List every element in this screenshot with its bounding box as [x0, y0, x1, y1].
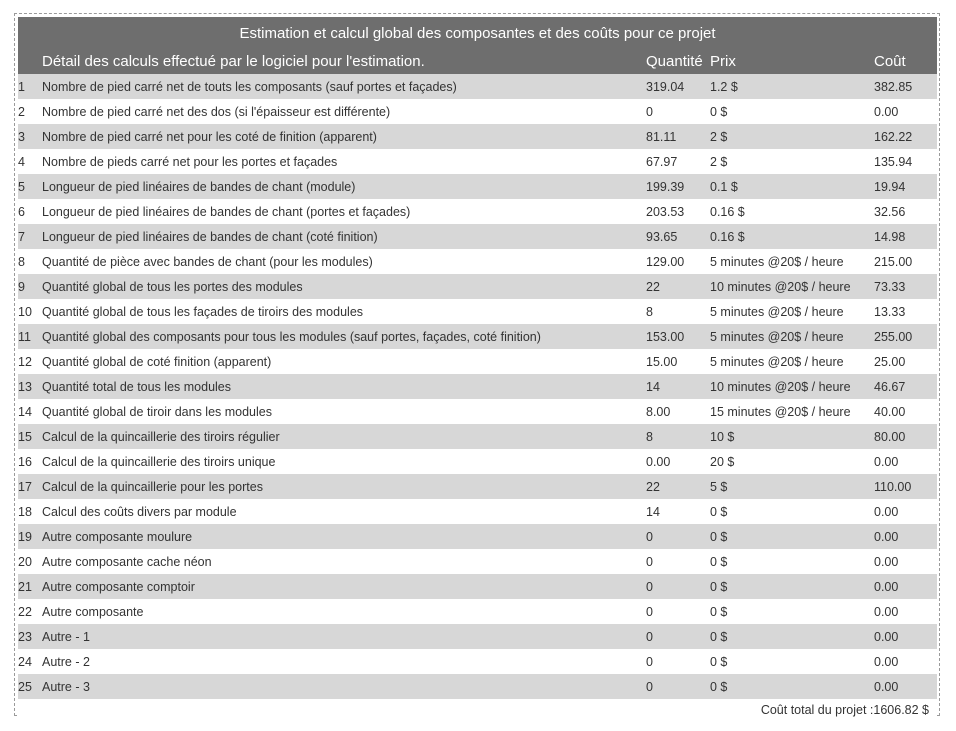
row-cost: 0.00 — [874, 499, 937, 524]
table-row — [18, 299, 937, 324]
row-label: Quantité global de coté finition (apparent) — [42, 349, 646, 374]
row-number: 5 — [18, 174, 42, 199]
row-label: Longueur de pied linéaires de bandes de chant (module) — [42, 174, 646, 199]
table-row — [18, 399, 937, 424]
row-quantity: 0 — [646, 524, 710, 549]
row-cost: 19.94 — [874, 174, 937, 199]
total-row — [18, 699, 937, 720]
header-index — [18, 48, 42, 74]
row-cost: 14.98 — [874, 224, 937, 249]
row-price: 0 $ — [710, 574, 874, 599]
row-quantity: 8.00 — [646, 399, 710, 424]
row-quantity: 0 — [646, 99, 710, 124]
row-quantity: 8 — [646, 299, 710, 324]
table-row — [18, 449, 937, 474]
row-number: 15 — [18, 424, 42, 449]
table-row — [18, 524, 937, 549]
row-quantity: 8 — [646, 424, 710, 449]
row-number: 22 — [18, 599, 42, 624]
row-quantity: 0 — [646, 624, 710, 649]
table-row — [18, 474, 937, 499]
row-quantity: 199.39 — [646, 174, 710, 199]
row-quantity: 0.00 — [646, 449, 710, 474]
row-cost: 0.00 — [874, 599, 937, 624]
table-row — [18, 199, 937, 224]
row-label: Quantité global de tiroir dans les modules — [42, 399, 646, 424]
row-price: 0.16 $ — [710, 199, 874, 224]
row-quantity: 153.00 — [646, 324, 710, 349]
row-quantity: 15.00 — [646, 349, 710, 374]
row-price: 5 minutes @20$ / heure — [710, 349, 874, 374]
row-price: 0 $ — [710, 499, 874, 524]
row-quantity: 22 — [646, 474, 710, 499]
table-row — [18, 249, 937, 274]
row-cost: 110.00 — [874, 474, 937, 499]
row-number: 11 — [18, 324, 42, 349]
table-row — [18, 574, 937, 599]
row-price: 10 minutes @20$ / heure — [710, 374, 874, 399]
row-price: 10 minutes @20$ / heure — [710, 274, 874, 299]
row-price: 0 $ — [710, 649, 874, 674]
row-price: 1.2 $ — [710, 74, 874, 99]
row-cost: 135.94 — [874, 149, 937, 174]
row-cost: 0.00 — [874, 449, 937, 474]
row-cost: 0.00 — [874, 524, 937, 549]
row-cost: 0.00 — [874, 549, 937, 574]
row-label: Quantité global de tous les façades de tiroirs des modules — [42, 299, 646, 324]
row-cost: 25.00 — [874, 349, 937, 374]
row-cost: 32.56 — [874, 199, 937, 224]
row-quantity: 319.04 — [646, 74, 710, 99]
table-title: Estimation et calcul global des composantes et des coûts pour ce projet — [18, 17, 937, 48]
row-cost: 0.00 — [874, 674, 937, 699]
row-number: 12 — [18, 349, 42, 374]
table-row — [18, 649, 937, 674]
table-row — [18, 424, 937, 449]
row-label: Quantité global des composants pour tous les modules (sauf portes, façades, coté finition) — [42, 324, 646, 349]
row-price: 0 $ — [710, 674, 874, 699]
project-total: Coût total du projet :1606.82 $ — [18, 699, 937, 720]
table-row — [18, 349, 937, 374]
row-number: 6 — [18, 199, 42, 224]
row-cost: 40.00 — [874, 399, 937, 424]
row-quantity: 0 — [646, 649, 710, 674]
table-body — [18, 74, 937, 699]
row-quantity: 14 — [646, 374, 710, 399]
row-price: 0 $ — [710, 549, 874, 574]
row-quantity: 0 — [646, 574, 710, 599]
row-number: 3 — [18, 124, 42, 149]
table-row — [18, 124, 937, 149]
row-number: 1 — [18, 74, 42, 99]
row-number: 23 — [18, 624, 42, 649]
table-row — [18, 499, 937, 524]
table-row — [18, 149, 937, 174]
row-number: 25 — [18, 674, 42, 699]
table-row — [18, 549, 937, 574]
row-label: Nombre de pied carré net de touts les composants (sauf portes et façades) — [42, 74, 646, 99]
row-cost: 46.67 — [874, 374, 937, 399]
table-row — [18, 174, 937, 199]
header-quantity: Quantité — [646, 48, 710, 74]
row-number: 2 — [18, 99, 42, 124]
row-number: 21 — [18, 574, 42, 599]
row-label: Autre - 1 — [42, 624, 646, 649]
row-label: Autre composante cache néon — [42, 549, 646, 574]
row-number: 7 — [18, 224, 42, 249]
header-price: Prix — [710, 48, 874, 74]
row-price: 2 $ — [710, 149, 874, 174]
row-label: Nombre de pied carré net des dos (si l'épaisseur est différente) — [42, 99, 646, 124]
row-label: Autre - 2 — [42, 649, 646, 674]
table-row — [18, 224, 937, 249]
header-row — [18, 48, 937, 74]
row-price: 5 minutes @20$ / heure — [710, 299, 874, 324]
row-label: Autre composante comptoir — [42, 574, 646, 599]
row-price: 0.1 $ — [710, 174, 874, 199]
row-price: 5 $ — [710, 474, 874, 499]
row-cost: 0.00 — [874, 649, 937, 674]
row-number: 24 — [18, 649, 42, 674]
row-label: Calcul de la quincaillerie des tiroirs régulier — [42, 424, 646, 449]
row-label: Calcul de la quincaillerie pour les portes — [42, 474, 646, 499]
row-price: 5 minutes @20$ / heure — [710, 249, 874, 274]
row-label: Autre - 3 — [42, 674, 646, 699]
table-row — [18, 624, 937, 649]
row-label: Autre composante — [42, 599, 646, 624]
row-price: 15 minutes @20$ / heure — [710, 399, 874, 424]
table-row — [18, 324, 937, 349]
row-number: 8 — [18, 249, 42, 274]
row-cost: 382.85 — [874, 74, 937, 99]
row-cost: 80.00 — [874, 424, 937, 449]
row-number: 4 — [18, 149, 42, 174]
row-quantity: 0 — [646, 549, 710, 574]
row-number: 19 — [18, 524, 42, 549]
title-row — [18, 17, 937, 48]
row-cost: 215.00 — [874, 249, 937, 274]
row-label: Longueur de pied linéaires de bandes de chant (portes et façades) — [42, 199, 646, 224]
row-number: 17 — [18, 474, 42, 499]
row-label: Calcul des coûts divers par module — [42, 499, 646, 524]
row-quantity: 0 — [646, 674, 710, 699]
row-number: 10 — [18, 299, 42, 324]
row-number: 18 — [18, 499, 42, 524]
row-quantity: 81.11 — [646, 124, 710, 149]
row-price: 0 $ — [710, 99, 874, 124]
table-row — [18, 374, 937, 399]
row-cost: 162.22 — [874, 124, 937, 149]
row-label: Quantité de pièce avec bandes de chant (pour les modules) — [42, 249, 646, 274]
row-cost: 0.00 — [874, 99, 937, 124]
header-cost: Coût — [874, 48, 937, 74]
table-row — [18, 74, 937, 99]
table-row — [18, 99, 937, 124]
row-quantity: 14 — [646, 499, 710, 524]
table-row — [18, 599, 937, 624]
row-cost: 0.00 — [874, 574, 937, 599]
row-number: 16 — [18, 449, 42, 474]
row-label: Autre composante moulure — [42, 524, 646, 549]
row-cost: 0.00 — [874, 624, 937, 649]
estimation-table — [18, 17, 937, 720]
row-cost: 255.00 — [874, 324, 937, 349]
row-price: 0 $ — [710, 624, 874, 649]
row-quantity: 0 — [646, 599, 710, 624]
row-label: Calcul de la quincaillerie des tiroirs unique — [42, 449, 646, 474]
row-quantity: 67.97 — [646, 149, 710, 174]
row-price: 5 minutes @20$ / heure — [710, 324, 874, 349]
row-quantity: 203.53 — [646, 199, 710, 224]
table-row — [18, 674, 937, 699]
row-price: 0 $ — [710, 599, 874, 624]
row-label: Nombre de pieds carré net pour les portes et façades — [42, 149, 646, 174]
header-detail: Détail des calculs effectué par le logiciel pour l'estimation. — [42, 48, 646, 74]
row-label: Nombre de pied carré net pour les coté de finition (apparent) — [42, 124, 646, 149]
row-number: 20 — [18, 549, 42, 574]
row-cost: 73.33 — [874, 274, 937, 299]
row-price: 0.16 $ — [710, 224, 874, 249]
row-price: 20 $ — [710, 449, 874, 474]
row-number: 9 — [18, 274, 42, 299]
row-label: Quantité total de tous les modules — [42, 374, 646, 399]
row-number: 14 — [18, 399, 42, 424]
row-price: 10 $ — [710, 424, 874, 449]
row-quantity: 22 — [646, 274, 710, 299]
row-label: Longueur de pied linéaires de bandes de chant (coté finition) — [42, 224, 646, 249]
row-quantity: 129.00 — [646, 249, 710, 274]
row-price: 2 $ — [710, 124, 874, 149]
row-label: Quantité global de tous les portes des modules — [42, 274, 646, 299]
row-cost: 13.33 — [874, 299, 937, 324]
row-price: 0 $ — [710, 524, 874, 549]
row-number: 13 — [18, 374, 42, 399]
row-quantity: 93.65 — [646, 224, 710, 249]
table-row — [18, 274, 937, 299]
